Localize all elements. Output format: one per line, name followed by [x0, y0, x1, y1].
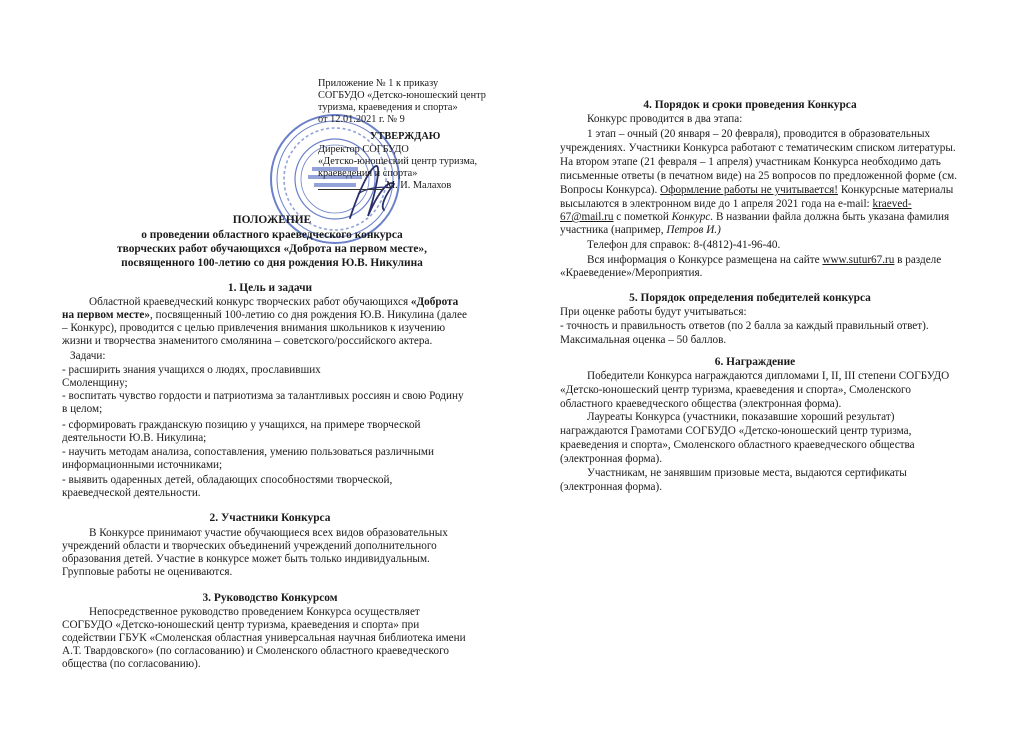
- s4-line: высылаются в электронном виде до 1 апреля 2021 года на e-mail: kraeved-: [560, 198, 912, 210]
- annex-line: от 12.01.2021 г. № 9: [318, 114, 405, 125]
- s1-line: - расширить знания учащихся о людях, прославивших: [62, 364, 321, 376]
- s2-line: В Конкурсе принимают участие обучающиеся всех видов образовательных: [89, 527, 448, 539]
- s4-line: учреждениях. Участники Конкурса работают с тематическим списком литературы.: [560, 142, 956, 154]
- s1-line: - научить методам анализа, сопоставления, умению пользоваться различными: [62, 446, 434, 458]
- s4-line: Телефон для справок: 8-(4812)-41-96-40.: [587, 239, 781, 251]
- s2-line: учреждений области и творческих объединений учреждений дополнительного: [62, 540, 437, 552]
- s6-line: Лауреаты Конкурса (участники, показавшие хороший результат): [587, 411, 895, 423]
- s1-line: - воспитать чувство гордости и патриотизма за талантливых россиян и свою Родину: [62, 390, 464, 402]
- s6-line: «Детско-юношеский центр туризма, краеведения и спорта», Смоленского: [560, 384, 911, 396]
- s1-line: деятельности Ю.В. Никулина;: [62, 432, 207, 444]
- section-3-title: 3. Руководство Конкурсом: [202, 592, 338, 604]
- signature-line: [318, 189, 384, 190]
- s1-line: Областной краеведческий конкурс творческих работ обучающихся «Доброта: [89, 296, 459, 308]
- section-4-title: 4. Порядок и сроки проведения Конкурса: [643, 99, 857, 111]
- s4-line: 1 этап – очный (20 января – 20 февраля), проводится в образовательных: [587, 128, 931, 140]
- s5-line: При оценке работы будут учитываться:: [560, 306, 747, 318]
- section-1-title: 1. Цель и задачи: [227, 282, 313, 294]
- s1-line: - выявить одаренных детей, обладающих способностями творческой,: [62, 474, 393, 486]
- s4-line: Конкурс проводится в два этапа:: [587, 113, 743, 125]
- s5-line: Максимальная оценка – 50 баллов.: [560, 334, 727, 346]
- s3-line: А.Т. Твардовского» (по согласованию) и Смоленского областного краеведческого: [62, 645, 449, 657]
- s1-line: - сформировать гражданскую позицию у учащихся, на примере творческой: [62, 419, 421, 431]
- s6-line: областного краеведческого общества (электронная форма).: [560, 398, 842, 410]
- annex-line: СОГБУДО «Детско-юношеский центр: [318, 90, 486, 101]
- s6-line: (электронная форма).: [560, 453, 663, 465]
- s4-line: участника (например, Петров И.): [560, 224, 721, 236]
- s3-line: СОГБУДО «Детско-юношеский центр туризма, краеведения и спорта» при: [62, 619, 420, 631]
- s2-line: образования детей. Участие в конкурсе может быть только индивидуальным.: [62, 553, 430, 565]
- s1-line: Смоленщину;: [62, 377, 128, 389]
- approve-title: УТВЕРЖДАЮ: [370, 131, 441, 142]
- s1-line: жизни и творчества знаменитого смолянина – советского/российского актера.: [62, 335, 433, 347]
- annex-line: туризма, краеведения и спорта»: [318, 102, 458, 113]
- doc-title: ПОЛОЖЕНИЕ: [232, 214, 312, 226]
- s1-line: Задачи:: [70, 350, 106, 362]
- s3-line: содействии ГБУК «Смоленская областная универсальная научная библиотека имени: [62, 632, 466, 644]
- s1-line: в целом;: [62, 403, 103, 415]
- s3-line: Непосредственное руководство проведением Конкурса осуществляет: [89, 606, 420, 618]
- s5-line: - точность и правильность ответов (по 2 балла за каждый правильный ответ).: [560, 320, 929, 332]
- s6-line: награждаются Грамотами СОГБУДО «Детско-юношеский центр туризма,: [560, 425, 912, 437]
- s4-line: Вопросы Конкурса). Оформление работы не учитывается! Конкурсные материалы: [560, 184, 954, 196]
- s1-line: краеведческой деятельности.: [62, 487, 201, 499]
- section-5-title: 5. Порядок определения победителей конкурса: [629, 292, 871, 304]
- s2-line: Групповые работы не оцениваются.: [62, 566, 233, 578]
- s1-line: на первом месте», посвященный 100-летию со дня рождения Ю.В. Никулина (далее: [62, 309, 467, 321]
- s6-line: (электронная форма).: [560, 481, 663, 493]
- website-link[interactable]: www.sutur67.ru: [822, 254, 895, 266]
- s4-line: письменные ответы (в печатном виде) на 25 вопросов по предложенной форме (см.: [560, 170, 957, 182]
- approve-signer: М. И. Малахов: [386, 180, 452, 191]
- approve-line: Директор СОГБУДО: [318, 144, 409, 155]
- s6-line: Участникам, не занявшим призовые места, выдаются сертификаты: [587, 467, 907, 479]
- s4-line: 67@mail.ru с пометкой Конкурс. В названии файла должна быть указана фамилия: [560, 211, 950, 223]
- doc-title-line: посвященного 100-летию со дня рождения Ю.В. Никулина: [121, 257, 423, 269]
- s4-line: Вся информация о Конкурсе размещена на сайте www.sutur67.ru в разделе: [587, 254, 942, 266]
- annex-line: Приложение № 1 к приказу: [318, 78, 439, 89]
- s1-line: – Конкурс), проводится с целью привлечения внимания школьников к изучению: [62, 322, 446, 334]
- approve-line: «Детско-юношеский центр туризма,: [318, 156, 478, 167]
- email-link[interactable]: kraeved-: [872, 198, 912, 210]
- s1-line: информационными источниками;: [62, 459, 223, 471]
- s6-line: Победители Конкурса награждаются дипломами I, II, III степени СОГБУДО: [587, 370, 950, 382]
- doc-title-line: творческих работ обучающихся «Доброта на первом месте»,: [117, 243, 427, 255]
- s3-line: общества (по согласованию).: [62, 658, 201, 670]
- s4-line: «Краеведение»/Мероприятия.: [560, 267, 703, 279]
- section-6-title: 6. Награждение: [714, 356, 796, 368]
- approve-line: краеведения и спорта»: [318, 168, 418, 179]
- email-link[interactable]: 67@mail.ru: [560, 211, 614, 223]
- section-2-title: 2. Участники Конкурса: [209, 512, 331, 524]
- s4-line: На втором этапе (21 февраля – 1 апреля) участникам Конкурса необходимо дать: [560, 156, 941, 168]
- doc-title-line: о проведении областного краеведческого конкурса: [141, 229, 403, 241]
- s6-line: краеведения и спорта», Смоленского областного краеведческого общества: [560, 439, 915, 451]
